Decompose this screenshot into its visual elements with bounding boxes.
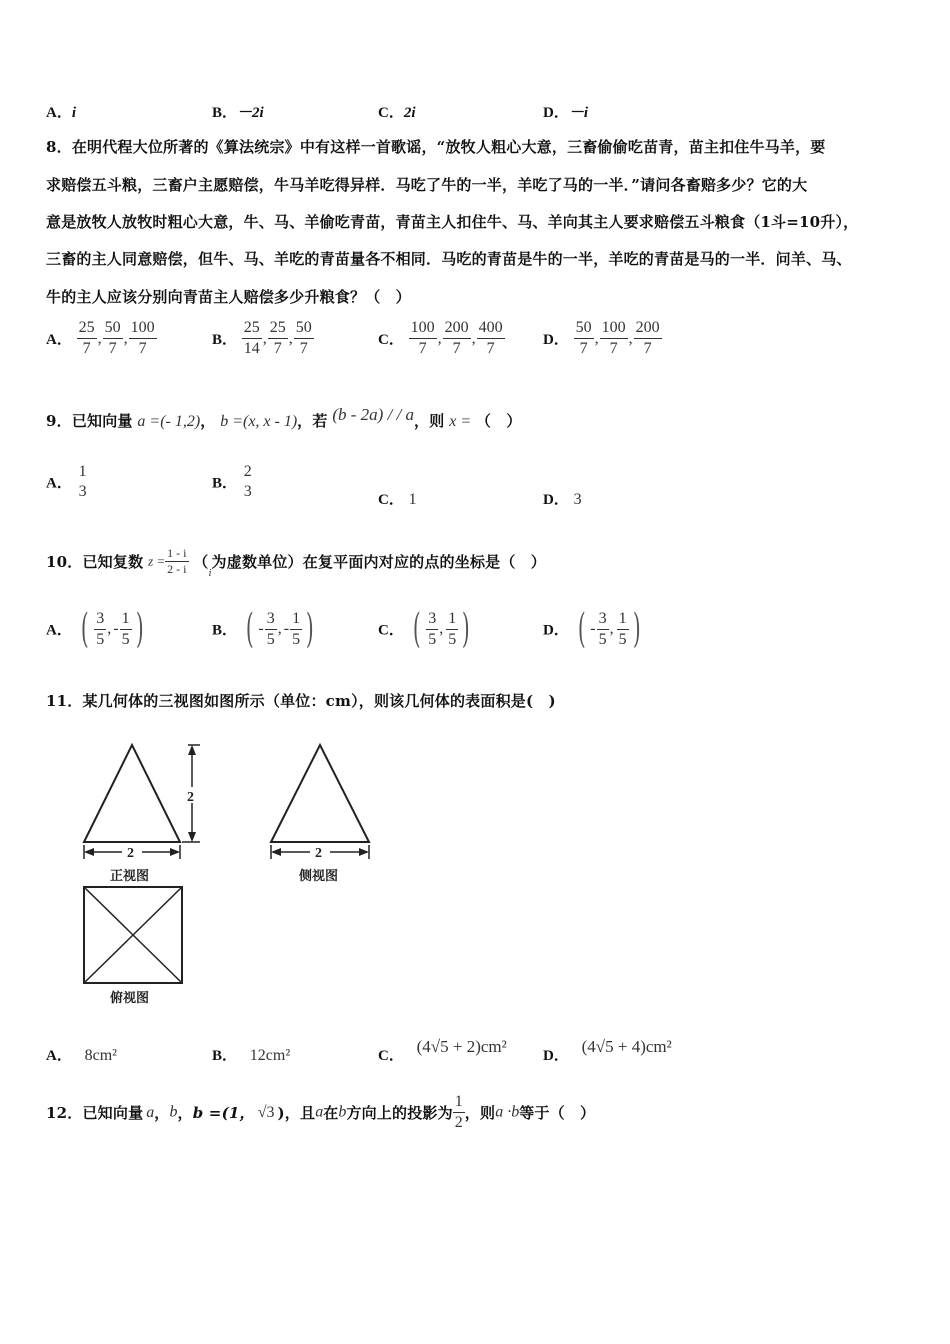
q8-line-3: 意是放牧人放牧时粗心大意，牛、马、羊偷吃青苗，青苗主人扣住牛、马、羊向其主人要求赔偿五斗粮食（1斗=10升）， xyxy=(46,213,859,231)
front-view-triangle xyxy=(84,745,180,842)
q8-option-a: A． $\frac{25}{7}$ , $\frac{50}{7}$ , $\frac{100}{7}$ xyxy=(46,319,155,357)
three-view-figure xyxy=(70,735,390,1010)
q9-option-a: A． 1 3 xyxy=(46,463,87,500)
q8-option-c: C． $\frac{100}{7}$ , $\frac{200}{7}$ , $\frac{400}{7}$ xyxy=(378,319,503,357)
side-width-dim-label: 2 xyxy=(315,846,322,861)
side-view-triangle xyxy=(271,745,369,842)
q10-option-d: D． ( - $\frac{3}{5}$ , $\frac{1}{5}$ ) xyxy=(543,606,641,652)
q7-option-d: D．－i xyxy=(543,105,589,121)
q9-option-b: B． 2 3 xyxy=(212,463,252,500)
q8-line-5: 牛的主人应该分别向青苗主人赔偿多少升粮食？（ ） xyxy=(46,288,411,306)
q7-option-c: C．2i xyxy=(378,105,416,121)
q9-option-c: C． 1 xyxy=(378,491,417,508)
q11-option-d: D． (4√5 + 4)cm² xyxy=(543,1037,672,1064)
q11-question: 11．某几何体的三视图如图所示（单位：cm），则该几何体的表面积是( ) xyxy=(46,692,556,710)
q8-option-d: D． $\frac{50}{7}$ , $\frac{100}{7}$ , $\frac{200}{7}$ xyxy=(543,319,660,357)
q9-vector-b: b =(x, x - 1) xyxy=(220,413,298,430)
q7-option-a: A．i xyxy=(46,105,77,121)
q11-option-a: A． 8cm² xyxy=(46,1047,117,1064)
height-dim-label: 2 xyxy=(187,790,194,805)
q10-option-b: B． ( - $\frac{3}{5}$ , - $\frac{1}{5}$ ) xyxy=(212,606,314,652)
side-view-label: 侧视图 xyxy=(299,868,339,883)
q11-option-c: C． (4√5 + 2)cm² xyxy=(378,1037,507,1064)
q7-option-b: B．－2i xyxy=(212,105,264,121)
q10-option-a: A． ( $\frac{3}{5}$ , - $\frac{1}{5}$ ) xyxy=(46,606,144,652)
q10-question: 10．已知复数 z = $\frac{1 - i}{2 - i}$ （$_i$为虚数单位）在复平面内对应的点的坐标是（ ） xyxy=(46,546,546,579)
q9-x-eq: x = xyxy=(449,413,472,430)
q8-line-1: 8．在明代程大位所著的《算法统宗》中有这样一首歌谣，“放牧人粗心大意，三畜偷偷吃苗青，苗主扣住牛马羊，要 xyxy=(46,138,826,156)
q9-condition: (b - 2a) / / a xyxy=(332,405,415,424)
q8-line-2: 求赔偿五斗粮，三畜户主愿赔偿，牛马羊吃得异样．马吃了牛的一半，羊吃了马的一半．”请问各畜赔多少？它的大 xyxy=(46,176,808,194)
front-width-dim-label: 2 xyxy=(127,846,134,861)
top-view-label: 俯视图 xyxy=(110,990,150,1005)
q9-option-d: D． 3 xyxy=(543,491,582,508)
q8-option-b: B． $\frac{25}{14}$ , $\frac{25}{7}$ , $\frac{50}{7}$ xyxy=(212,319,312,357)
q10-option-c: C． ( $\frac{3}{5}$ , $\frac{1}{5}$ ) xyxy=(378,606,470,652)
q12-question: 12．已知向量 a，b，b =(1， √3 )，且a在b方向上的投影为 $\frac{1}{2}$ ，则a ·b等于（ ） xyxy=(46,1093,596,1131)
q9-question: 9．已知向量 a =(- 1,2)， b =(x, x - 1)，若 (b - 2a) / / a，则 x = （ ） xyxy=(46,405,522,430)
front-view-label: 正视图 xyxy=(110,868,150,883)
q9-vector-a: a =(- 1,2) xyxy=(137,413,201,430)
q8-line-4: 三畜的主人同意赔偿，但牛、马、羊吃的青苗量各不相同．马吃的青苗是牛的一半，羊吃的青苗是马的一半．问羊、马、 xyxy=(46,250,852,268)
q11-option-b: B． 12cm² xyxy=(212,1047,291,1064)
